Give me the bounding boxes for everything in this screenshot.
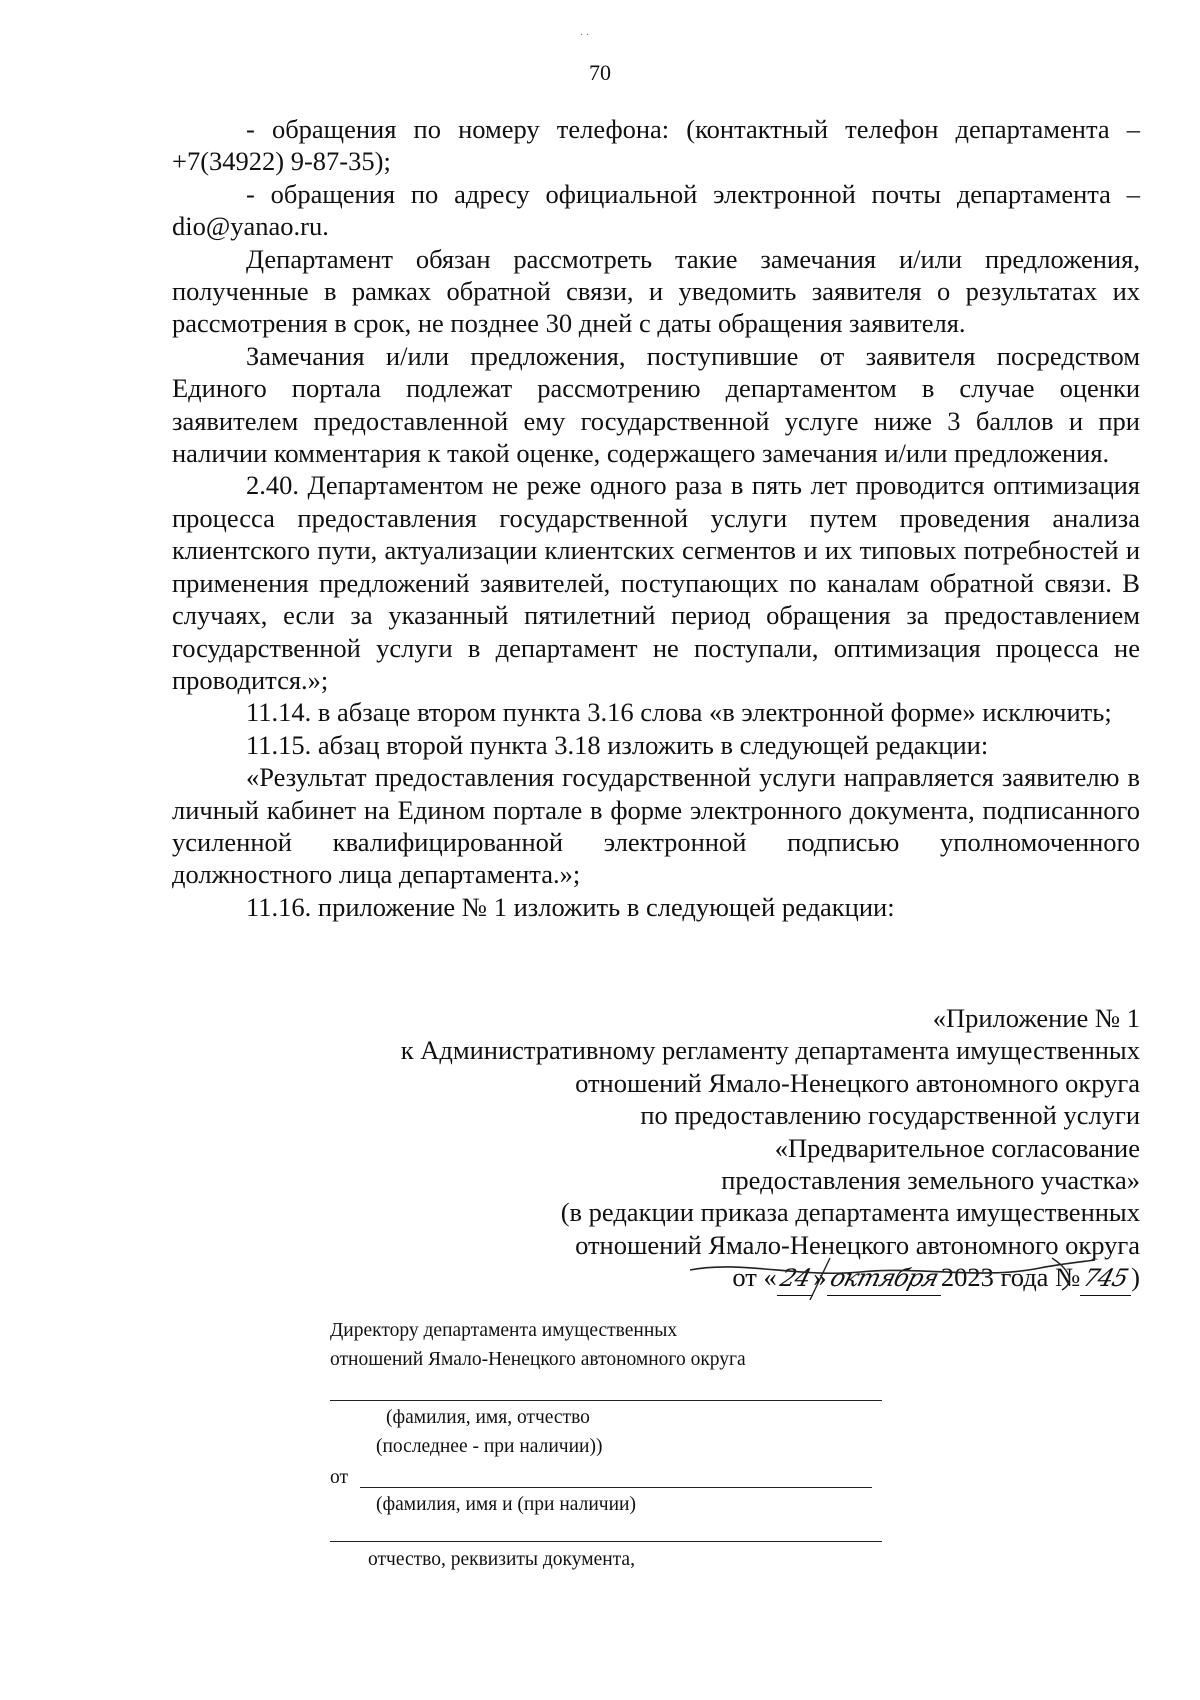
body-text — [172, 113, 1140, 923]
paragraph: - обращения по адресу официальной электронной почты департамента – dio@yanao.ru. — [172, 178, 1140, 242]
year-text: 2023 года № — [940, 1262, 1081, 1293]
signature-flourish — [680, 1250, 1100, 1310]
form-line — [330, 1541, 882, 1542]
appendix-line: по предоставлению государственной услуги — [640, 1100, 1140, 1131]
details-hint: отчество, реквизиты документа, — [368, 1549, 635, 1570]
addressee-line-1: Директору департамента имущественных — [330, 1320, 678, 1341]
handwritten-month: октября — [827, 1261, 941, 1295]
appendix-line: предоставления земельного участка» — [721, 1165, 1140, 1196]
addressee-line-2: отношений Ямало-Ненецкого автономного округа — [330, 1349, 746, 1370]
date-prefix: от « — [732, 1262, 777, 1293]
paragraph: 11.15. абзац второй пункта 3.18 изложить в следующей редакции: — [246, 729, 989, 760]
paragraph: Департамент обязан рассмотреть такие замечания и/или предложения, полученные в рамках обратной связи, и уведомить заявителя о результатах их рассмотрения в срок, не позднее 30 дней с даты обращения заявителя. — [172, 243, 1140, 339]
paragraph: - обращения по номеру телефона: (контактный телефон департамента – +7(34922) 9-87-35); — [172, 114, 1140, 177]
from-hint: (фамилия, имя и (при наличии) — [376, 1494, 636, 1515]
form-line — [330, 1400, 882, 1401]
paragraph: 11.14. в абзаце втором пункта 3.16 слова «в электронной форме» исключить; — [246, 697, 1112, 728]
handwritten-day: 24 — [777, 1261, 814, 1295]
appendix-line: отношений Ямало-Ненецкого автономного округа — [575, 1067, 1140, 1098]
name-hint-line-2: (последнее - при наличии)) — [376, 1436, 603, 1457]
page-number: 70 — [589, 60, 611, 85]
date-mid: » — [813, 1262, 827, 1293]
paragraph: Замечания и/или предложения, поступившие от заявителя посредством Единого портала подлежат рассмотрению департаментом в случае оценки заявителем предоставленной ему государственной услуге ниже 3 баллов и при наличии комментария к такой оценке, содержащего замечания и/или предложения. — [172, 340, 1140, 469]
handwritten-order-number: 745 — [1080, 1261, 1131, 1295]
closing-paren: ) — [1131, 1262, 1140, 1293]
appendix-line: «Приложение № 1 — [932, 1003, 1140, 1033]
appendix-line: «Предварительное согласование — [774, 1132, 1140, 1163]
paragraph: 2.40. Департаментом не реже одного раза в пять лет проводится оптимизация процесса предоставления государственной услуги путем проведения анализа клиентского пути, актуализации клиентских сегментов и их типовых потребностей и применения предложений заявителей, поступающих по каналам обратной связи. В случаях, если за указанный пятилетний период обращения за предоставлением государственной услуги в департамент не поступали, оптимизация процесса не проводится.»; — [172, 470, 1140, 695]
appendix-line: отношений Ямало-Ненецкого автономного округа — [575, 1229, 1140, 1260]
appendix-line: (в редакции приказа департамента имущественных — [560, 1197, 1140, 1228]
appendix-line: к Административному регламенту департамента имущественных — [400, 1035, 1140, 1066]
paragraph: «Результат предоставления государственной услуги направляется заявителю в личный кабинет на Едином портале в форме электронного документа, подписанного усиленной квалифицированной электронной подписью уполномоченного должностного лица департамента.»; — [172, 762, 1140, 890]
name-hint-line-1: (фамилия, имя, отчество — [386, 1407, 590, 1428]
paragraph: 11.16. приложение № 1 изложить в следующей редакции: — [246, 891, 895, 922]
from-line — [360, 1487, 872, 1488]
scan-artifact: · · — [580, 30, 590, 41]
from-label: от — [330, 1467, 349, 1488]
